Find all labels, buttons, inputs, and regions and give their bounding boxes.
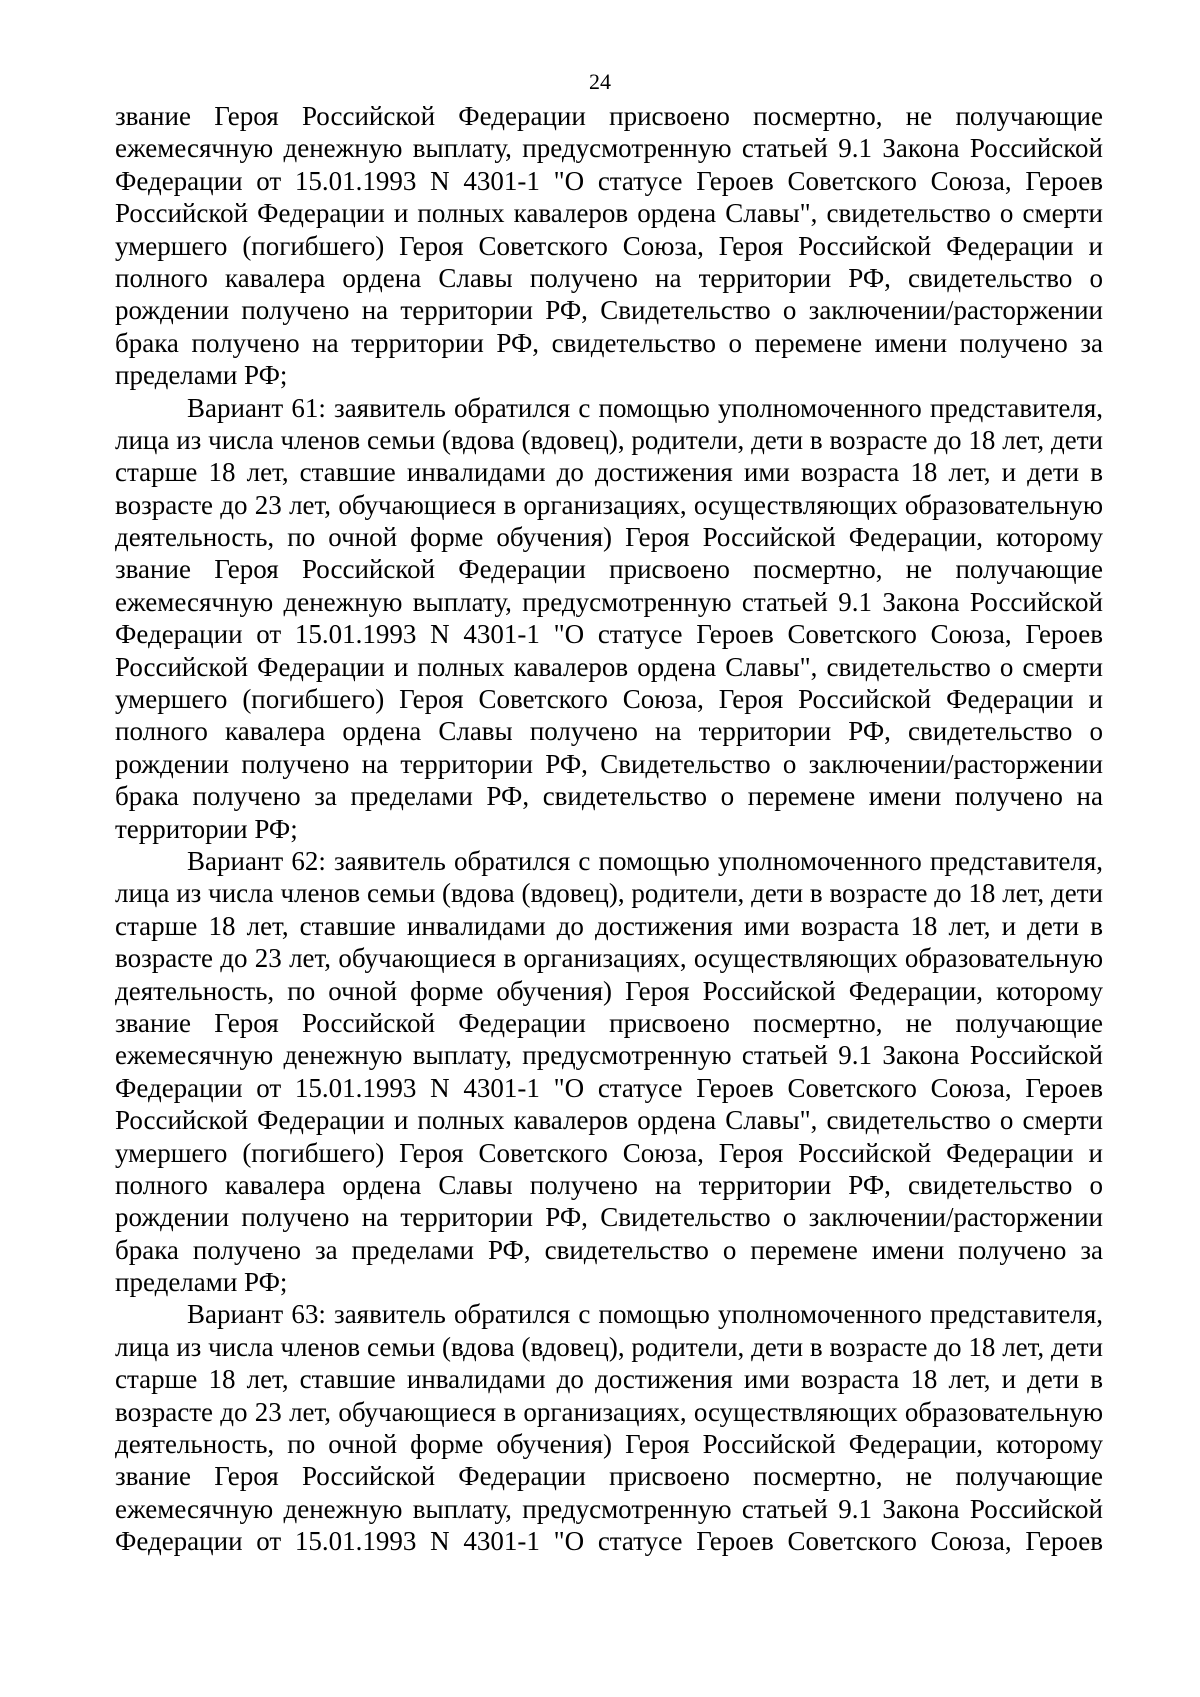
text-line: старше 18 лет, ставшие инвалидами до достижения ими возраста 18 лет, и дети в xyxy=(115,1364,1103,1395)
text-line: брака получено за пределами РФ, свидетельство о перемене имени получено за xyxy=(115,1234,1103,1265)
text-line: деятельность, по очной форме обучения) Героя Российской Федерации, которому xyxy=(115,1429,1103,1460)
text-line: Российской Федерации и полных кавалеров ордена Славы", свидетельство о смерти xyxy=(115,1105,1103,1136)
text-line: возрасте до 23 лет, обучающиеся в организациях, осуществляющих образовательную xyxy=(115,489,1103,520)
text-line: ежемесячную денежную выплату, предусмотренную статьей 9.1 Закона Российской xyxy=(115,1040,1103,1071)
text-line: лица из числа членов семьи (вдова (вдовец), родители, дети в возрасте до 18 лет, дети xyxy=(115,1331,1103,1362)
document-body xyxy=(115,100,1103,1558)
text-line: брака получено за пределами РФ, свидетельство о перемене имени получено на xyxy=(115,781,1103,812)
text-line: полного кавалера ордена Славы получено на территории РФ, свидетельство о xyxy=(115,716,1103,747)
text-line: ежемесячную денежную выплату, предусмотренную статьей 9.1 Закона Российской xyxy=(115,586,1103,617)
text-line: рождении получено на территории РФ, Свидетельство о заключении/расторжении xyxy=(115,748,1103,779)
text-line: полного кавалера ордена Славы получено на территории РФ, свидетельство о xyxy=(115,262,1103,293)
text-line: Вариант 61: заявитель обратился с помощью уполномоченного представителя, xyxy=(187,392,1103,423)
text-line: рождении получено на территории РФ, Свидетельство о заключении/расторжении xyxy=(115,1202,1103,1233)
text-line: деятельность, по очной форме обучения) Героя Российской Федерации, которому xyxy=(115,975,1103,1006)
text-line: звание Героя Российской Федерации присвоено посмертно, не получающие xyxy=(115,101,1103,131)
text-line: умершего (погибшего) Героя Советского Союза, Героя Российской Федерации и xyxy=(115,1137,1103,1168)
page-number: 24 xyxy=(589,69,611,94)
text-line: звание Героя Российской Федерации присвоено посмертно, не получающие xyxy=(115,1007,1103,1038)
text-line: пределами РФ; xyxy=(115,1267,288,1298)
text-line: возрасте до 23 лет, обучающиеся в организациях, осуществляющих образовательную xyxy=(115,1396,1103,1427)
text-line: звание Героя Российской Федерации присвоено посмертно, не получающие xyxy=(115,1461,1103,1492)
text-line: умершего (погибшего) Героя Советского Союза, Героя Российской Федерации и xyxy=(115,684,1103,715)
text-line: возрасте до 23 лет, обучающиеся в организациях, осуществляющих образовательную xyxy=(115,943,1103,974)
text-line: старше 18 лет, ставшие инвалидами до достижения ими возраста 18 лет, и дети в xyxy=(115,910,1103,941)
text-line: территории РФ; xyxy=(115,813,298,844)
text-line: Российской Федерации и полных кавалеров ордена Славы", свидетельство о смерти xyxy=(115,198,1103,229)
text-line: ежемесячную денежную выплату, предусмотренную статьей 9.1 Закона Российской xyxy=(115,1493,1103,1524)
text-line: Федерации от 15.01.1993 N 4301-1 "О статусе Героев Советского Союза, Героев xyxy=(115,619,1103,650)
text-line: рождении получено на территории РФ, Свидетельство о заключении/расторжении xyxy=(115,295,1103,326)
text-line: лица из числа членов семьи (вдова (вдовец), родители, дети в возрасте до 18 лет, дети xyxy=(115,424,1103,455)
text-line: ежемесячную денежную выплату, предусмотренную статьей 9.1 Закона Российской xyxy=(115,133,1103,164)
text-line: Федерации от 15.01.1993 N 4301-1 "О статусе Героев Советского Союза, Героев xyxy=(115,165,1103,196)
text-line: пределами РФ; xyxy=(115,360,288,391)
text-line: Федерации от 15.01.1993 N 4301-1 "О статусе Героев Советского Союза, Героев xyxy=(115,1526,1103,1557)
text-line: Российской Федерации и полных кавалеров ордена Славы", свидетельство о смерти xyxy=(115,651,1103,682)
text-line: умершего (погибшего) Героя Советского Союза, Героя Российской Федерации и xyxy=(115,230,1103,261)
text-line: лица из числа членов семьи (вдова (вдовец), родители, дети в возрасте до 18 лет, дети xyxy=(115,878,1103,909)
text-line: Вариант 63: заявитель обратился с помощью уполномоченного представителя, xyxy=(187,1299,1103,1330)
text-line: полного кавалера ордена Славы получено на территории РФ, свидетельство о xyxy=(115,1169,1103,1200)
text-line: брака получено на территории РФ, свидетельство о перемене имени получено за xyxy=(115,327,1103,358)
text-line: Вариант 62: заявитель обратился с помощью уполномоченного представителя, xyxy=(187,845,1103,876)
text-line: старше 18 лет, ставшие инвалидами до достижения ими возраста 18 лет, и дети в xyxy=(115,457,1103,488)
text-line: звание Героя Российской Федерации присвоено посмертно, не получающие xyxy=(115,554,1103,585)
text-line: деятельность, по очной форме обучения) Героя Российской Федерации, которому xyxy=(115,522,1103,553)
text-line: Федерации от 15.01.1993 N 4301-1 "О статусе Героев Советского Союза, Героев xyxy=(115,1072,1103,1103)
